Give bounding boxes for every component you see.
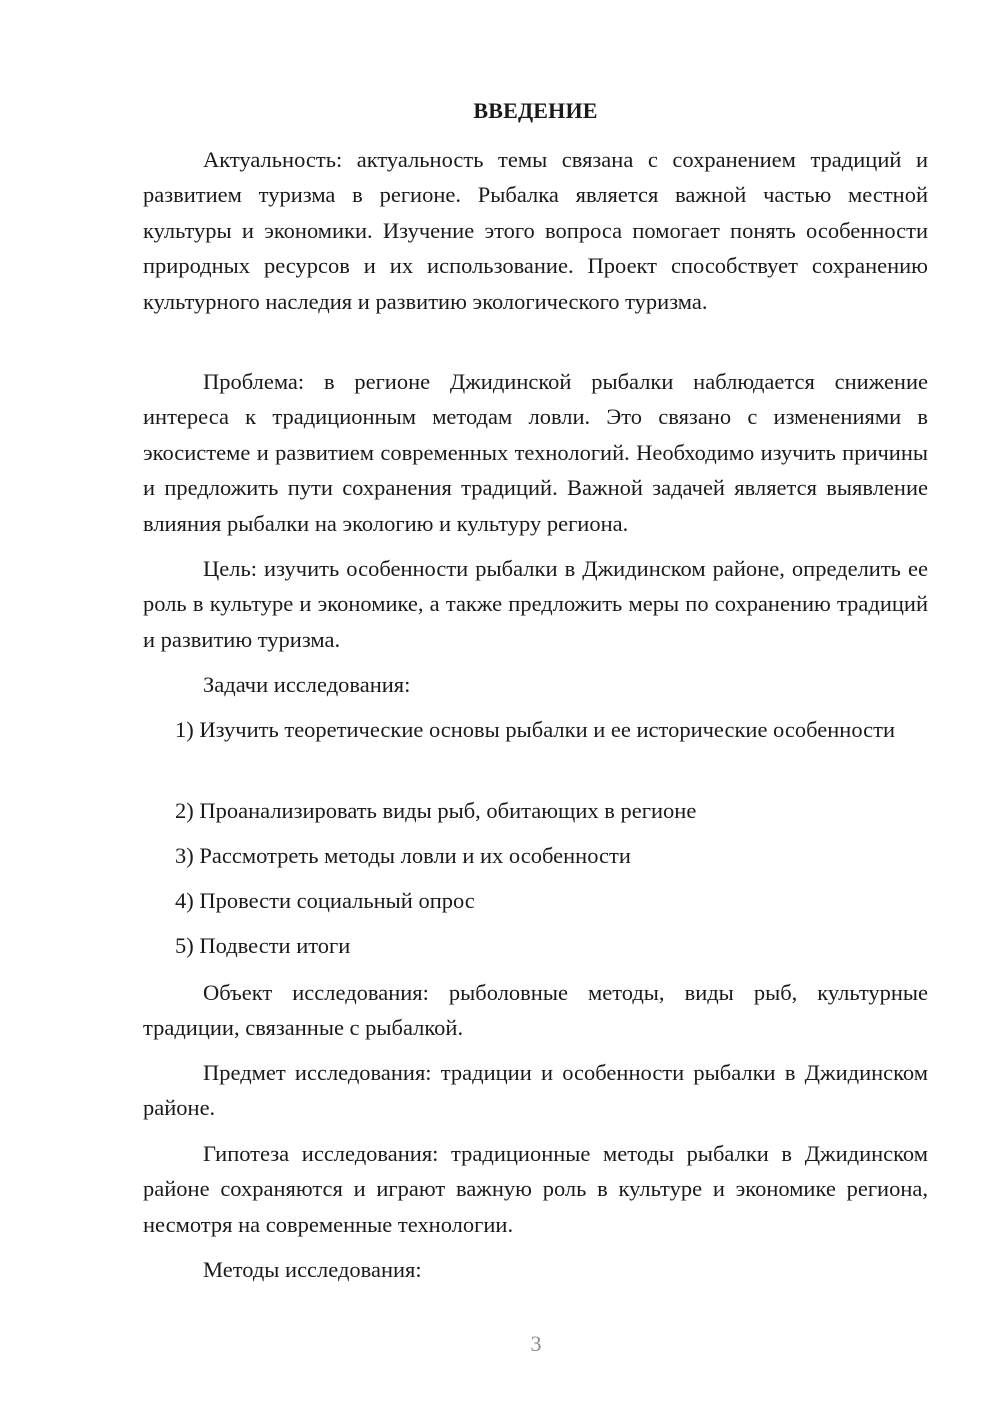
- paragraph-hypothesis: Гипотеза исследования: традиционные методы рыбалки в Джидинском районе сохраняются и играют важную роль в культуре и экономике региона, несмотря на современные технологии.: [143, 1141, 928, 1237]
- paragraph-subject: Предмет исследования: традиции и особенности рыбалки в Джидинском районе.: [143, 1060, 928, 1121]
- paragraph-problem: Проблема: в регионе Джидинской рыбалки наблюдается снижение интереса к традиционным методам ловли. Это связано с изменениями в экосистеме и развитием современных технологий. Необходимо изучить причины и предложить пути сохранения традиций. Важной задачей является выявление влияния рыбалки на экологию и культуру региона.: [143, 369, 928, 536]
- page-title: ВВЕДЕНИЕ: [473, 98, 598, 123]
- page-number: 3: [530, 1331, 542, 1356]
- paragraph-object: Объект исследования: рыболовные методы, виды рыб, культурные традиции, связанные с рыбалкой.: [143, 980, 928, 1041]
- list-item-task-1: 1) Изучить теоретические основы рыбалки и ее исторические особенности: [175, 717, 895, 742]
- paragraph-tasks-intro: Задачи исследования:: [203, 672, 411, 697]
- list-item-task-3: 3) Рассмотреть методы ловли и их особенности: [175, 843, 631, 868]
- paragraph-methods-intro: Методы исследования:: [203, 1257, 422, 1282]
- list-item-task-4: 4) Провести социальный опрос: [175, 888, 475, 913]
- list-item-task-5: 5) Подвести итоги: [175, 933, 351, 958]
- paragraph-goal: Цель: изучить особенности рыбалки в Джидинском районе, определить ее роль в культуре и экономике, а также предложить меры по сохранению традиций и развитию туризма.: [143, 556, 928, 652]
- paragraph-relevance: Актуальность: актуальность темы связана с сохранением традиций и развитием туризма в регионе. Рыбалка является важной частью местной культуры и экономики. Изучение этого вопроса помогает понять особенности природных ресурсов и их использование. Проект способствует сохранению культурного наследия и развитию экологического туризма.: [143, 147, 928, 314]
- list-item-task-2: 2) Проанализировать виды рыб, обитающих в регионе: [175, 798, 697, 823]
